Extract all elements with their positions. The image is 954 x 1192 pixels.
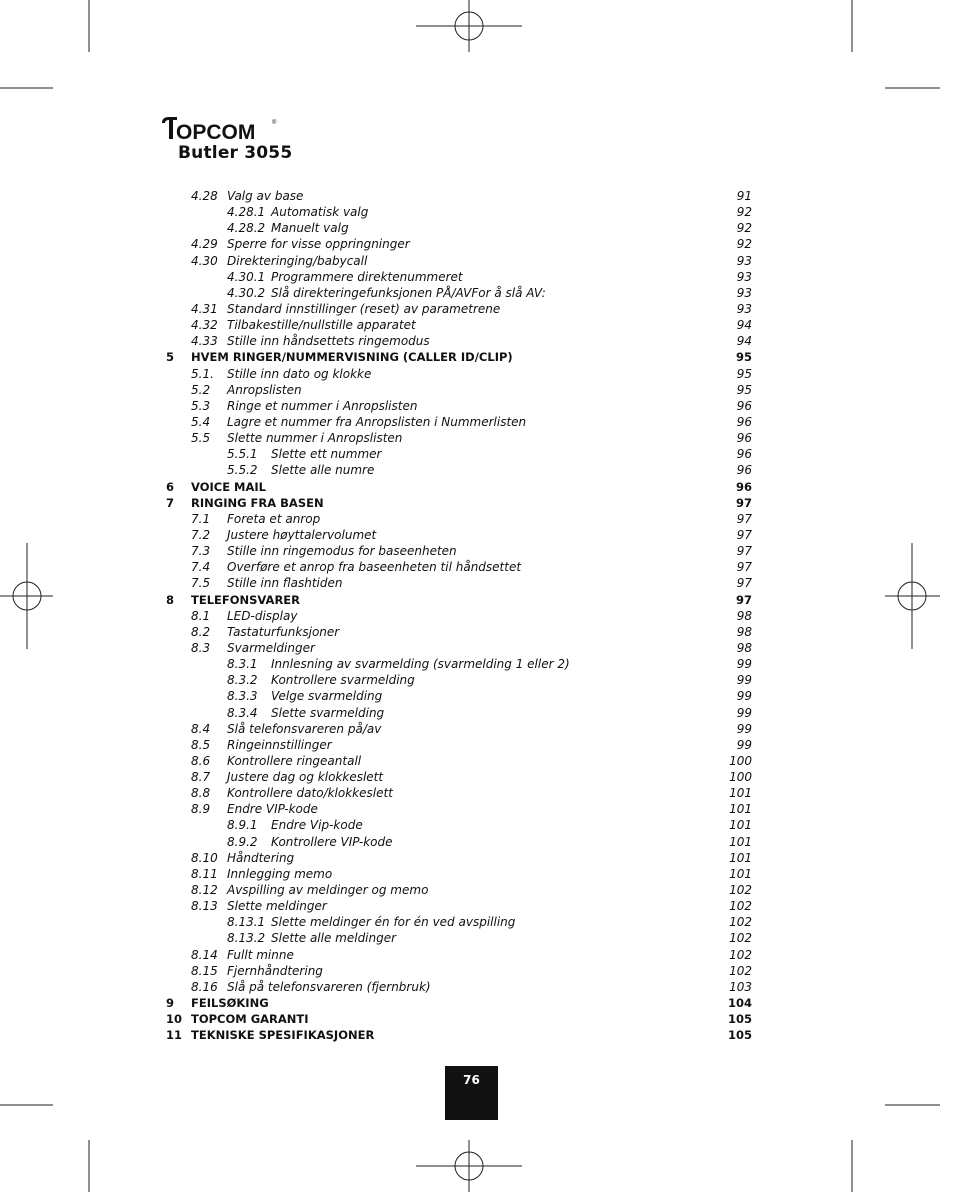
toc-entry[interactable] bbox=[166, 930, 752, 946]
toc-entry-page: 101 bbox=[729, 834, 752, 849]
toc-entry-number: 8.9.1 bbox=[227, 818, 258, 833]
toc-entry-page: 97 bbox=[736, 544, 752, 559]
toc-entry-page: 101 bbox=[729, 802, 752, 817]
toc-entry-title: Kontrollere VIP-kode bbox=[271, 834, 393, 849]
toc-entry-number: 7.4 bbox=[191, 560, 211, 575]
toc-entry-number: 7.1 bbox=[191, 511, 211, 526]
toc-entry-title: Kontrollere dato/klokkeslett bbox=[227, 786, 393, 801]
toc-entry-number: 8.9 bbox=[191, 802, 211, 817]
toc-entry-title: Kontrollere ringeantall bbox=[227, 753, 362, 768]
table-of-contents bbox=[166, 188, 752, 1043]
page-number: 76 bbox=[445, 1066, 498, 1120]
toc-entry-title: Ringe et nummer i Anropslisten bbox=[227, 398, 418, 413]
toc-entry[interactable] bbox=[166, 898, 752, 914]
toc-entry-title: Endre Vip-kode bbox=[271, 818, 363, 833]
toc-entry-title: Stille inn håndsettets ringemodus bbox=[227, 334, 430, 349]
toc-entry-page: 99 bbox=[736, 657, 752, 672]
toc-entry-page: 93 bbox=[736, 301, 752, 316]
toc-entry-title: Slå telefonsvareren på/av bbox=[227, 721, 382, 736]
toc-entry[interactable] bbox=[166, 785, 752, 801]
toc-entry-number: 6 bbox=[166, 479, 175, 494]
toc-entry-title: LED-display bbox=[227, 608, 298, 623]
toc-entry-title: Ringeinnstillinger bbox=[227, 737, 332, 752]
toc-entry-title: Anropslisten bbox=[227, 382, 302, 397]
toc-entry-title: Sperre for visse oppringninger bbox=[227, 237, 410, 252]
toc-entry-title: Kontrollere svarmelding bbox=[271, 673, 415, 688]
toc-entry-page: 97 bbox=[736, 527, 752, 542]
toc-entry-number: 8.5 bbox=[191, 737, 211, 752]
toc-entry[interactable] bbox=[166, 269, 752, 285]
toc-entry-page: 101 bbox=[729, 866, 752, 881]
toc-entry-number: 8.2 bbox=[191, 624, 211, 639]
toc-entry[interactable] bbox=[166, 188, 752, 204]
toc-entry-page: 102 bbox=[729, 883, 752, 898]
toc-entry-title: Slette alle meldinger bbox=[271, 931, 397, 946]
toc-entry-number: 9 bbox=[166, 996, 175, 1011]
toc-entry[interactable] bbox=[166, 640, 752, 656]
product-title: Butler 3055 bbox=[178, 143, 293, 163]
toc-entry-title: Fullt minne bbox=[227, 947, 294, 962]
toc-entry[interactable] bbox=[166, 592, 752, 608]
toc-entry-number: 8.3.1 bbox=[227, 657, 258, 672]
toc-entry-title: Svarmeldinger bbox=[227, 640, 315, 655]
toc-entry[interactable] bbox=[166, 495, 752, 511]
toc-entry-number: 5 bbox=[166, 350, 175, 365]
toc-entry-page: 98 bbox=[736, 608, 752, 623]
toc-entry-number: 5.5 bbox=[191, 431, 211, 446]
toc-entry-number: 4.28.1 bbox=[227, 205, 266, 220]
toc-entry[interactable] bbox=[166, 285, 752, 301]
toc-entry[interactable] bbox=[166, 656, 752, 672]
toc-entry[interactable] bbox=[166, 1027, 752, 1043]
toc-entry[interactable] bbox=[166, 575, 752, 591]
toc-entry-number: 8.13.2 bbox=[227, 931, 266, 946]
toc-entry-number: 8.10 bbox=[191, 850, 218, 865]
toc-entry-page: 100 bbox=[729, 770, 752, 785]
toc-entry-title: Fjernhåndtering bbox=[227, 963, 323, 978]
toc-entry-page: 93 bbox=[736, 269, 752, 284]
toc-entry-number: 8.7 bbox=[191, 770, 211, 785]
toc-entry-number: 8.4 bbox=[191, 721, 211, 736]
toc-entry-page: 99 bbox=[736, 705, 752, 720]
toc-entry-title: Standard innstillinger (reset) av parametrene bbox=[227, 301, 501, 316]
toc-entry-page: 94 bbox=[736, 334, 752, 349]
toc-entry-title: Avspilling av meldinger og memo bbox=[227, 883, 429, 898]
toc-entry[interactable] bbox=[166, 527, 752, 543]
toc-entry-number: 8.3.3 bbox=[227, 689, 258, 704]
toc-entry[interactable] bbox=[166, 705, 752, 721]
toc-entry-number: 4.30.1 bbox=[227, 269, 266, 284]
toc-entry-number: 5.2 bbox=[191, 382, 211, 397]
toc-entry-page: 94 bbox=[736, 318, 752, 333]
svg-text:OPCOM: OPCOM bbox=[176, 121, 256, 144]
toc-entry-title: Lagre et nummer fra Anropslisten i Nummerlisten bbox=[227, 414, 527, 429]
toc-entry-page: 99 bbox=[736, 737, 752, 752]
toc-entry-title: VOICE MAIL bbox=[191, 479, 267, 494]
toc-entry[interactable] bbox=[166, 963, 752, 979]
toc-entry-page: 93 bbox=[736, 285, 752, 300]
toc-entry-number: 8.3.2 bbox=[227, 673, 258, 688]
toc-entry-number: 8.14 bbox=[191, 947, 218, 962]
toc-entry-title: Slette alle numre bbox=[271, 463, 375, 478]
toc-entry-number: 8.3 bbox=[191, 640, 211, 655]
toc-entry[interactable] bbox=[166, 382, 752, 398]
toc-entry[interactable] bbox=[166, 882, 752, 898]
toc-entry-number: 8.6 bbox=[191, 753, 211, 768]
toc-entry-number: 7 bbox=[166, 495, 175, 510]
toc-entry[interactable] bbox=[166, 850, 752, 866]
toc-entry[interactable] bbox=[166, 366, 752, 382]
toc-entry[interactable] bbox=[166, 979, 752, 995]
toc-entry-page: 102 bbox=[729, 915, 752, 930]
toc-entry-title: Overføre et anrop fra baseenheten til håndsettet bbox=[227, 560, 522, 575]
toc-entry-number: 7.2 bbox=[191, 527, 211, 542]
toc-entry-page: 99 bbox=[736, 721, 752, 736]
toc-entry-title: FEILSØKING bbox=[191, 996, 269, 1011]
toc-entry-page: 95 bbox=[735, 350, 752, 365]
toc-entry-title: Slette meldinger bbox=[227, 899, 327, 914]
toc-entry[interactable] bbox=[166, 769, 752, 785]
toc-entry-title: Valg av base bbox=[227, 189, 304, 203]
toc-entry[interactable] bbox=[166, 446, 752, 462]
toc-entry[interactable] bbox=[166, 914, 752, 930]
toc-entry-page: 102 bbox=[729, 947, 752, 962]
toc-entry[interactable] bbox=[166, 559, 752, 575]
toc-entry-number: 8.15 bbox=[191, 963, 218, 978]
toc-entry-page: 91 bbox=[736, 189, 752, 203]
toc-entry-number: 8.16 bbox=[191, 979, 218, 994]
toc-entry-number: 4.32 bbox=[191, 318, 218, 333]
toc-entry[interactable] bbox=[166, 479, 752, 495]
toc-entry-title: Slette meldinger én for én ved avspilling bbox=[271, 915, 516, 930]
toc-entry-number: 4.28 bbox=[191, 189, 218, 203]
toc-entry-title: TELEFONSVARER bbox=[191, 592, 301, 607]
toc-entry-title: Slå på telefonsvareren (fjernbruk) bbox=[227, 979, 431, 994]
toc-entry[interactable] bbox=[166, 753, 752, 769]
toc-entry[interactable] bbox=[166, 398, 752, 414]
toc-entry-number: 8.13.1 bbox=[227, 915, 266, 930]
toc-entry[interactable] bbox=[166, 349, 752, 365]
toc-entry-page: 104 bbox=[727, 996, 752, 1011]
toc-entry-page: 101 bbox=[729, 818, 752, 833]
toc-entry-number: 5.4 bbox=[191, 414, 211, 429]
toc-entry-page: 98 bbox=[736, 624, 752, 639]
toc-entry-page: 96 bbox=[736, 431, 752, 446]
toc-entry-page: 96 bbox=[735, 479, 752, 494]
toc-entry-page: 96 bbox=[736, 414, 752, 429]
toc-entry-title: Slette nummer i Anropslisten bbox=[227, 431, 403, 446]
toc-entry-title: Foreta et anrop bbox=[227, 511, 321, 526]
toc-entry-page: 103 bbox=[729, 979, 752, 994]
toc-entry-page: 96 bbox=[736, 398, 752, 413]
toc-entry-number: 10 bbox=[166, 1012, 183, 1027]
toc-entry-page: 97 bbox=[735, 495, 752, 510]
toc-entry-page: 93 bbox=[736, 253, 752, 268]
toc-entry[interactable] bbox=[166, 317, 752, 333]
toc-entry-title: TOPCOM GARANTI bbox=[191, 1012, 309, 1027]
toc-entry-number: 8.1 bbox=[191, 608, 211, 623]
toc-entry-number: 4.30.2 bbox=[227, 285, 266, 300]
toc-entry-title: Slå direkteringefunksjonen PÅ/AVFor å slå AV: bbox=[271, 285, 546, 300]
toc-entry-number: 5.1. bbox=[191, 366, 214, 381]
toc-entry-page: 92 bbox=[736, 237, 752, 252]
toc-entry[interactable] bbox=[166, 721, 752, 737]
toc-entry[interactable] bbox=[166, 801, 752, 817]
toc-entry-number: 4.30 bbox=[191, 253, 218, 268]
toc-entry[interactable] bbox=[166, 817, 752, 833]
toc-entry-page: 100 bbox=[729, 753, 752, 768]
toc-entry-page: 99 bbox=[736, 673, 752, 688]
toc-entry-number: 5.5.2 bbox=[227, 463, 258, 478]
toc-entry-number: 8.13 bbox=[191, 899, 218, 914]
toc-entry[interactable] bbox=[166, 543, 752, 559]
toc-entry-page: 96 bbox=[736, 463, 752, 478]
toc-entry-title: Håndtering bbox=[227, 850, 295, 865]
toc-entry-title: TEKNISKE SPESIFIKASJONER bbox=[191, 1028, 375, 1043]
toc-entry-page: 105 bbox=[727, 1028, 752, 1043]
toc-entry-page: 92 bbox=[736, 205, 752, 220]
toc-entry[interactable] bbox=[166, 220, 752, 236]
toc-entry-title: Slette svarmelding bbox=[271, 705, 385, 720]
toc-entry-number: 11 bbox=[166, 1028, 183, 1043]
toc-entry[interactable] bbox=[166, 995, 752, 1011]
toc-entry-page: 102 bbox=[729, 931, 752, 946]
toc-entry-title: Automatisk valg bbox=[271, 205, 369, 220]
toc-entry[interactable] bbox=[166, 688, 752, 704]
toc-entry-number: 8.3.4 bbox=[227, 705, 258, 720]
toc-entry-page: 98 bbox=[736, 640, 752, 655]
toc-entry-number: 8.8 bbox=[191, 786, 211, 801]
toc-entry-number: 5.5.1 bbox=[227, 447, 258, 462]
toc-entry-title: Slette ett nummer bbox=[271, 447, 382, 462]
toc-entry-title: HVEM RINGER/NUMMERVISNING (CALLER ID/CLIP) bbox=[191, 350, 513, 365]
svg-text:®: ® bbox=[272, 120, 277, 126]
toc-entry-number: 7.5 bbox=[191, 576, 211, 591]
toc-entry-page: 101 bbox=[729, 850, 752, 865]
toc-entry[interactable] bbox=[166, 608, 752, 624]
toc-entry-title: Velge svarmelding bbox=[271, 689, 383, 704]
toc-entry-page: 97 bbox=[736, 511, 752, 526]
toc-entry-page: 97 bbox=[735, 592, 752, 607]
toc-entry[interactable] bbox=[166, 333, 752, 349]
toc-entry-page: 95 bbox=[736, 382, 752, 397]
toc-entry-title: Justere høyttalervolumet bbox=[227, 527, 377, 542]
toc-entry-number: 8.11 bbox=[191, 866, 218, 881]
toc-entry-title: Stille inn ringemodus for baseenheten bbox=[227, 544, 457, 559]
toc-entry-title: Tastaturfunksjoner bbox=[227, 624, 340, 639]
toc-entry-number: 5.3 bbox=[191, 398, 211, 413]
toc-entry-page: 97 bbox=[736, 560, 752, 575]
toc-entry-number: 4.33 bbox=[191, 334, 218, 349]
toc-entry[interactable] bbox=[166, 672, 752, 688]
toc-entry-page: 105 bbox=[727, 1012, 752, 1027]
toc-entry-page: 97 bbox=[736, 576, 752, 591]
toc-entry-title: Direkteringing/babycall bbox=[227, 253, 368, 268]
toc-entry[interactable] bbox=[166, 414, 752, 430]
toc-entry[interactable] bbox=[166, 834, 752, 850]
toc-entry[interactable] bbox=[166, 737, 752, 753]
toc-entry-title: Stille inn flashtiden bbox=[227, 576, 343, 591]
toc-entry-page: 96 bbox=[736, 447, 752, 462]
toc-entry[interactable] bbox=[166, 866, 752, 882]
toc-entry-number: 8 bbox=[166, 592, 175, 607]
toc-entry-title: Programmere direktenummeret bbox=[271, 269, 463, 284]
toc-entry-page: 102 bbox=[729, 963, 752, 978]
toc-entry[interactable] bbox=[166, 947, 752, 963]
toc-entry-title: Innlesning av svarmelding (svarmelding 1 eller 2) bbox=[271, 657, 570, 672]
toc-entry[interactable] bbox=[166, 511, 752, 527]
toc-entry-page: 99 bbox=[736, 689, 752, 704]
toc-entry-number: 8.9.2 bbox=[227, 834, 258, 849]
toc-entry[interactable] bbox=[166, 1011, 752, 1027]
toc-entry[interactable] bbox=[166, 624, 752, 640]
toc-entry-title: Innlegging memo bbox=[227, 866, 333, 881]
toc-entry[interactable] bbox=[166, 430, 752, 446]
toc-entry-page: 95 bbox=[736, 366, 752, 381]
toc-entry-title: Endre VIP-kode bbox=[227, 802, 318, 817]
toc-entry-number: 8.12 bbox=[191, 883, 218, 898]
toc-entry-page: 92 bbox=[736, 221, 752, 236]
toc-entry-title: RINGING FRA BASEN bbox=[191, 495, 324, 510]
toc-entry-title: Tilbakestille/nullstille apparatet bbox=[227, 318, 416, 333]
toc-entry-number: 4.28.2 bbox=[227, 221, 266, 236]
toc-entry[interactable] bbox=[166, 236, 752, 252]
toc-entry-number: 7.3 bbox=[191, 544, 211, 559]
toc-entry-title: Justere dag og klokkeslett bbox=[227, 770, 384, 785]
toc-entry[interactable] bbox=[166, 301, 752, 317]
toc-entry[interactable] bbox=[166, 253, 752, 269]
topcom-logo bbox=[160, 114, 280, 146]
toc-entry-number: 4.31 bbox=[191, 301, 218, 316]
toc-entry[interactable] bbox=[166, 462, 752, 478]
toc-entry-page: 102 bbox=[729, 899, 752, 914]
toc-entry-page: 101 bbox=[729, 786, 752, 801]
toc-entry-number: 4.29 bbox=[191, 237, 218, 252]
toc-entry[interactable] bbox=[166, 204, 752, 220]
toc-entry-title: Manuelt valg bbox=[271, 221, 349, 236]
toc-entry-title: Stille inn dato og klokke bbox=[227, 366, 372, 381]
